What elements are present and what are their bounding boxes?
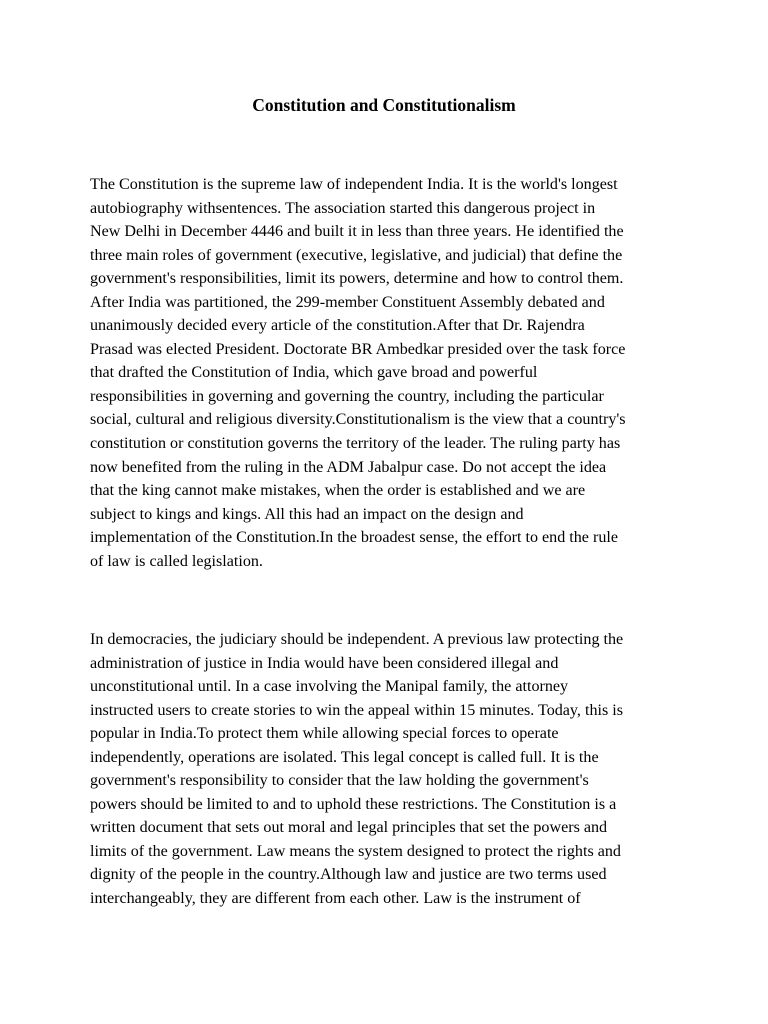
text-line: responsibilities in governing and governing the country, including the particular bbox=[90, 387, 604, 405]
text-line: instructed users to create stories to win the appeal within 15 minutes. Today, this is bbox=[90, 701, 623, 719]
text-line: After India was partitioned, the 299-member Constituent Assembly debated and bbox=[90, 293, 605, 311]
text-line: unanimously decided every article of the constitution.After that Dr. Rajendra bbox=[90, 317, 585, 335]
text-line: New Delhi in December 4446 and built it in less than three years. He identified the bbox=[90, 223, 624, 241]
text-line: subject to kings and kings. All this had an impact on the design and bbox=[90, 505, 524, 523]
text-line: of law is called legislation. bbox=[90, 552, 263, 570]
text-line: unconstitutional until. In a case involving the Manipal family, the attorney bbox=[90, 678, 569, 696]
text-line: social, cultural and religious diversity.Constitutionalism is the view that a country's bbox=[90, 411, 626, 429]
text-line: written document that sets out moral and legal principles that set the powers and bbox=[90, 819, 608, 837]
text-line: that the king cannot make mistakes, when the order is established and we are bbox=[90, 482, 586, 500]
paragraph-2 bbox=[90, 628, 690, 911]
text-line: government's responsibilities, limit its powers, determine and how to control them. bbox=[90, 270, 624, 288]
text-line: powers should be limited to and to uphold these restrictions. The Constitution is a bbox=[90, 795, 617, 813]
document-title: Constitution and Constitutionalism bbox=[252, 95, 516, 115]
text-line: that drafted the Constitution of India, which gave broad and powerful bbox=[90, 364, 538, 382]
text-line: constitution or constitution governs the territory of the leader. The ruling party has bbox=[90, 435, 621, 453]
text-line: limits of the government. Law means the system designed to protect the rights and bbox=[90, 842, 621, 860]
text-line: interchangeably, they are different from each other. Law is the instrument of bbox=[90, 890, 581, 908]
text-line: Prasad was elected President. Doctorate BR Ambedkar presided over the task force bbox=[90, 340, 626, 358]
text-line: three main roles of government (executive, legislative, and judicial) that define the bbox=[90, 246, 623, 264]
text-line: independently, operations are isolated. This legal concept is called full. It is the bbox=[90, 748, 599, 766]
text-line: In democracies, the judiciary should be independent. A previous law protecting the bbox=[90, 631, 624, 648]
text-line: administration of justice in India would have been considered illegal and bbox=[90, 654, 559, 672]
text-line: now benefited from the ruling in the ADM Jabalpur case. Do not accept the idea bbox=[90, 458, 607, 476]
text-line: autobiography withsentences. The association started this dangerous project in bbox=[90, 199, 596, 217]
text-line: implementation of the Constitution.In the broadest sense, the effort to end the rule bbox=[90, 529, 618, 547]
text-line: government's responsibility to consider that the law holding the government's bbox=[90, 772, 589, 790]
paragraph-1 bbox=[90, 173, 690, 573]
text-line: popular in India.To protect them while allowing special forces to operate bbox=[90, 725, 559, 743]
text-line: dignity of the people in the country.Although law and justice are two terms used bbox=[90, 866, 607, 884]
text-line: The Constitution is the supreme law of independent India. It is the world's longest bbox=[90, 176, 618, 193]
